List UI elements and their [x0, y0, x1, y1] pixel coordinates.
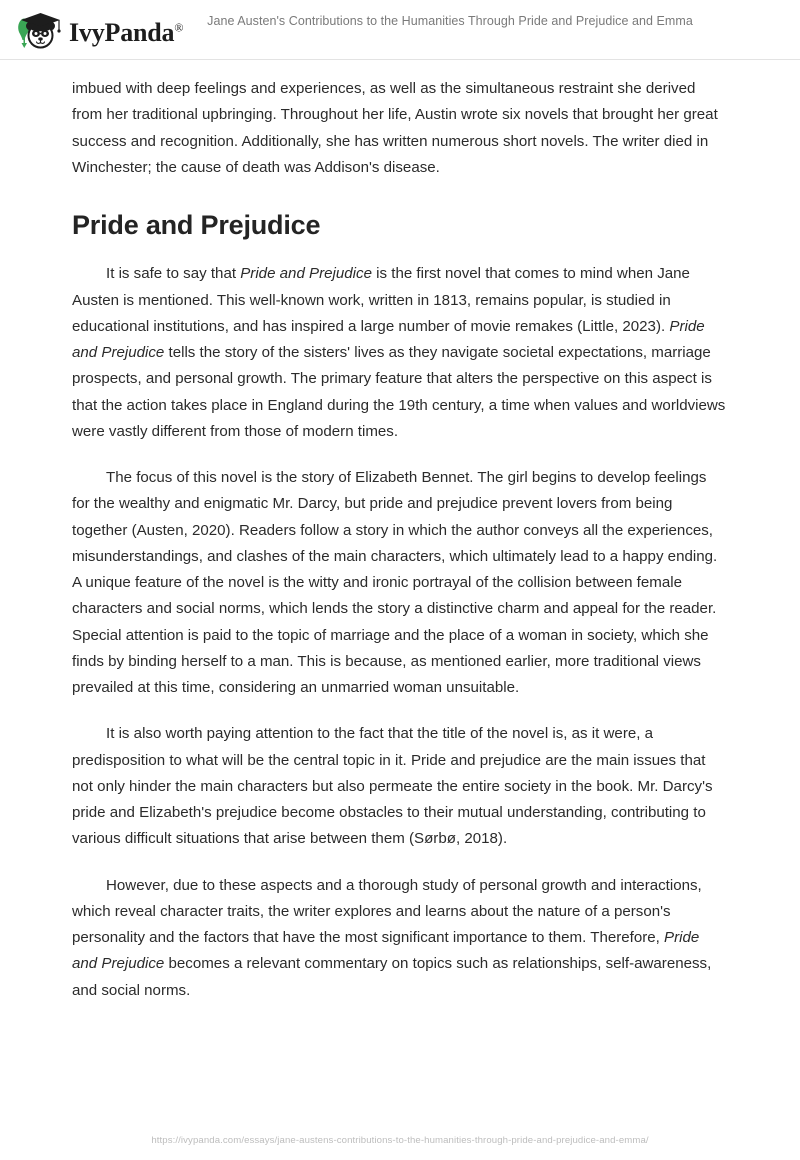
header-document-title: Jane Austen's Contributions to the Humanities Through Pride and Prejudice and Emma [207, 14, 693, 28]
paragraph-3: It is also worth paying attention to the fact that the title of the novel is, as it were, a predisposition to what will be the central topic in it. Pride and prejudice are the main issues that not only hinder the main characters but also permeate the entire society in the book. Mr. Darcy's pride and Elizabeth's prejudice become obstacles to their mutual understanding, contributing to various difficult situations that arise between them (Sørbø, 2018). [72, 725, 713, 848]
intro-paragraph: imbued with deep feelings and experiences, as well as the simultaneous restraint she derived from her traditional upbringing. Throughout her life, Austin wrote six novels that brought her great success and recognition. Additionally, she has written numerous short novels. The writer died in Winchester; the cause of death was Addison's disease. [72, 80, 718, 176]
section-heading-pride-and-prejudice: Pride and Prejudice [72, 210, 321, 240]
book-title-italic: Pride and Prejudice [240, 265, 372, 283]
paragraph-4-part-c: becomes a relevant commentary on topics such as relationships, self-awareness, and social norms. [72, 955, 712, 999]
paragraph-1-part-e: tells the story of the sisters' lives as they navigate societal expectations, marriage prospects, and personal growth. The primary feature that alters the perspective on this aspect is that the action takes place in England during the 19th century, a time when values and worldviews were vastly different from those of modern times. [72, 344, 726, 440]
book-title-italic: Pride and Prejudice [72, 317, 705, 362]
paragraph-4-part-a: However, due to these aspects and a thorough study of personal growth and interactions, which reveal character traits, the writer explores and learns about the nature of a person's personality and the factors that have the most significant importance to them. Therefore, [72, 876, 702, 947]
page-footer [0, 1130, 800, 1148]
book-title-italic: Pride and Prejudice [72, 929, 700, 973]
paragraph-2: The focus of this novel is the story of Elizabeth Bennet. The girl begins to develop feelings for the wealthy and enigmatic Mr. Darcy, but pride and prejudice prevent lovers from being together (Austen, 2020). Readers follow a story in which the author conveys all the experiences, misunderstandings, and clashes of the main characters, which ultimately lead to a happy ending. A unique feature of the novel is the witty and ironic portrayal of the collision between female characters and social norms, which lends the story a distinctive charm and appeal for the reader. Special attention is paid to the topic of marriage and the place of a woman in society, which she finds by binding herself to a man. This is because, as mentioned earlier, more traditional views prevailed at this time, considering an unmarried woman unsuitable. [72, 469, 718, 697]
source-url-link[interactable]: https://ivypanda.com/essays/jane-austens-contributions-to-the-humanities-through-pride-and-prejudice-and-emma/ [151, 1135, 649, 1146]
paragraph-1-part-c: is the first novel that comes to mind when Jane Austen is mentioned. This well-known work, written in 1813, remains popular, is studied in educational institutions, and has inspired a large number of movie remakes (Little, 2023). [72, 265, 690, 335]
header-divider [0, 59, 800, 60]
page-header [0, 0, 800, 60]
paragraph-1-part-a: It is safe to say that [106, 265, 241, 283]
registered-mark: ® [174, 20, 184, 35]
paragraph-4 [72, 873, 728, 1004]
brand-name-text: IvyPanda [69, 18, 175, 47]
paragraph-1 [72, 261, 728, 445]
essay-content [0, 60, 800, 1004]
